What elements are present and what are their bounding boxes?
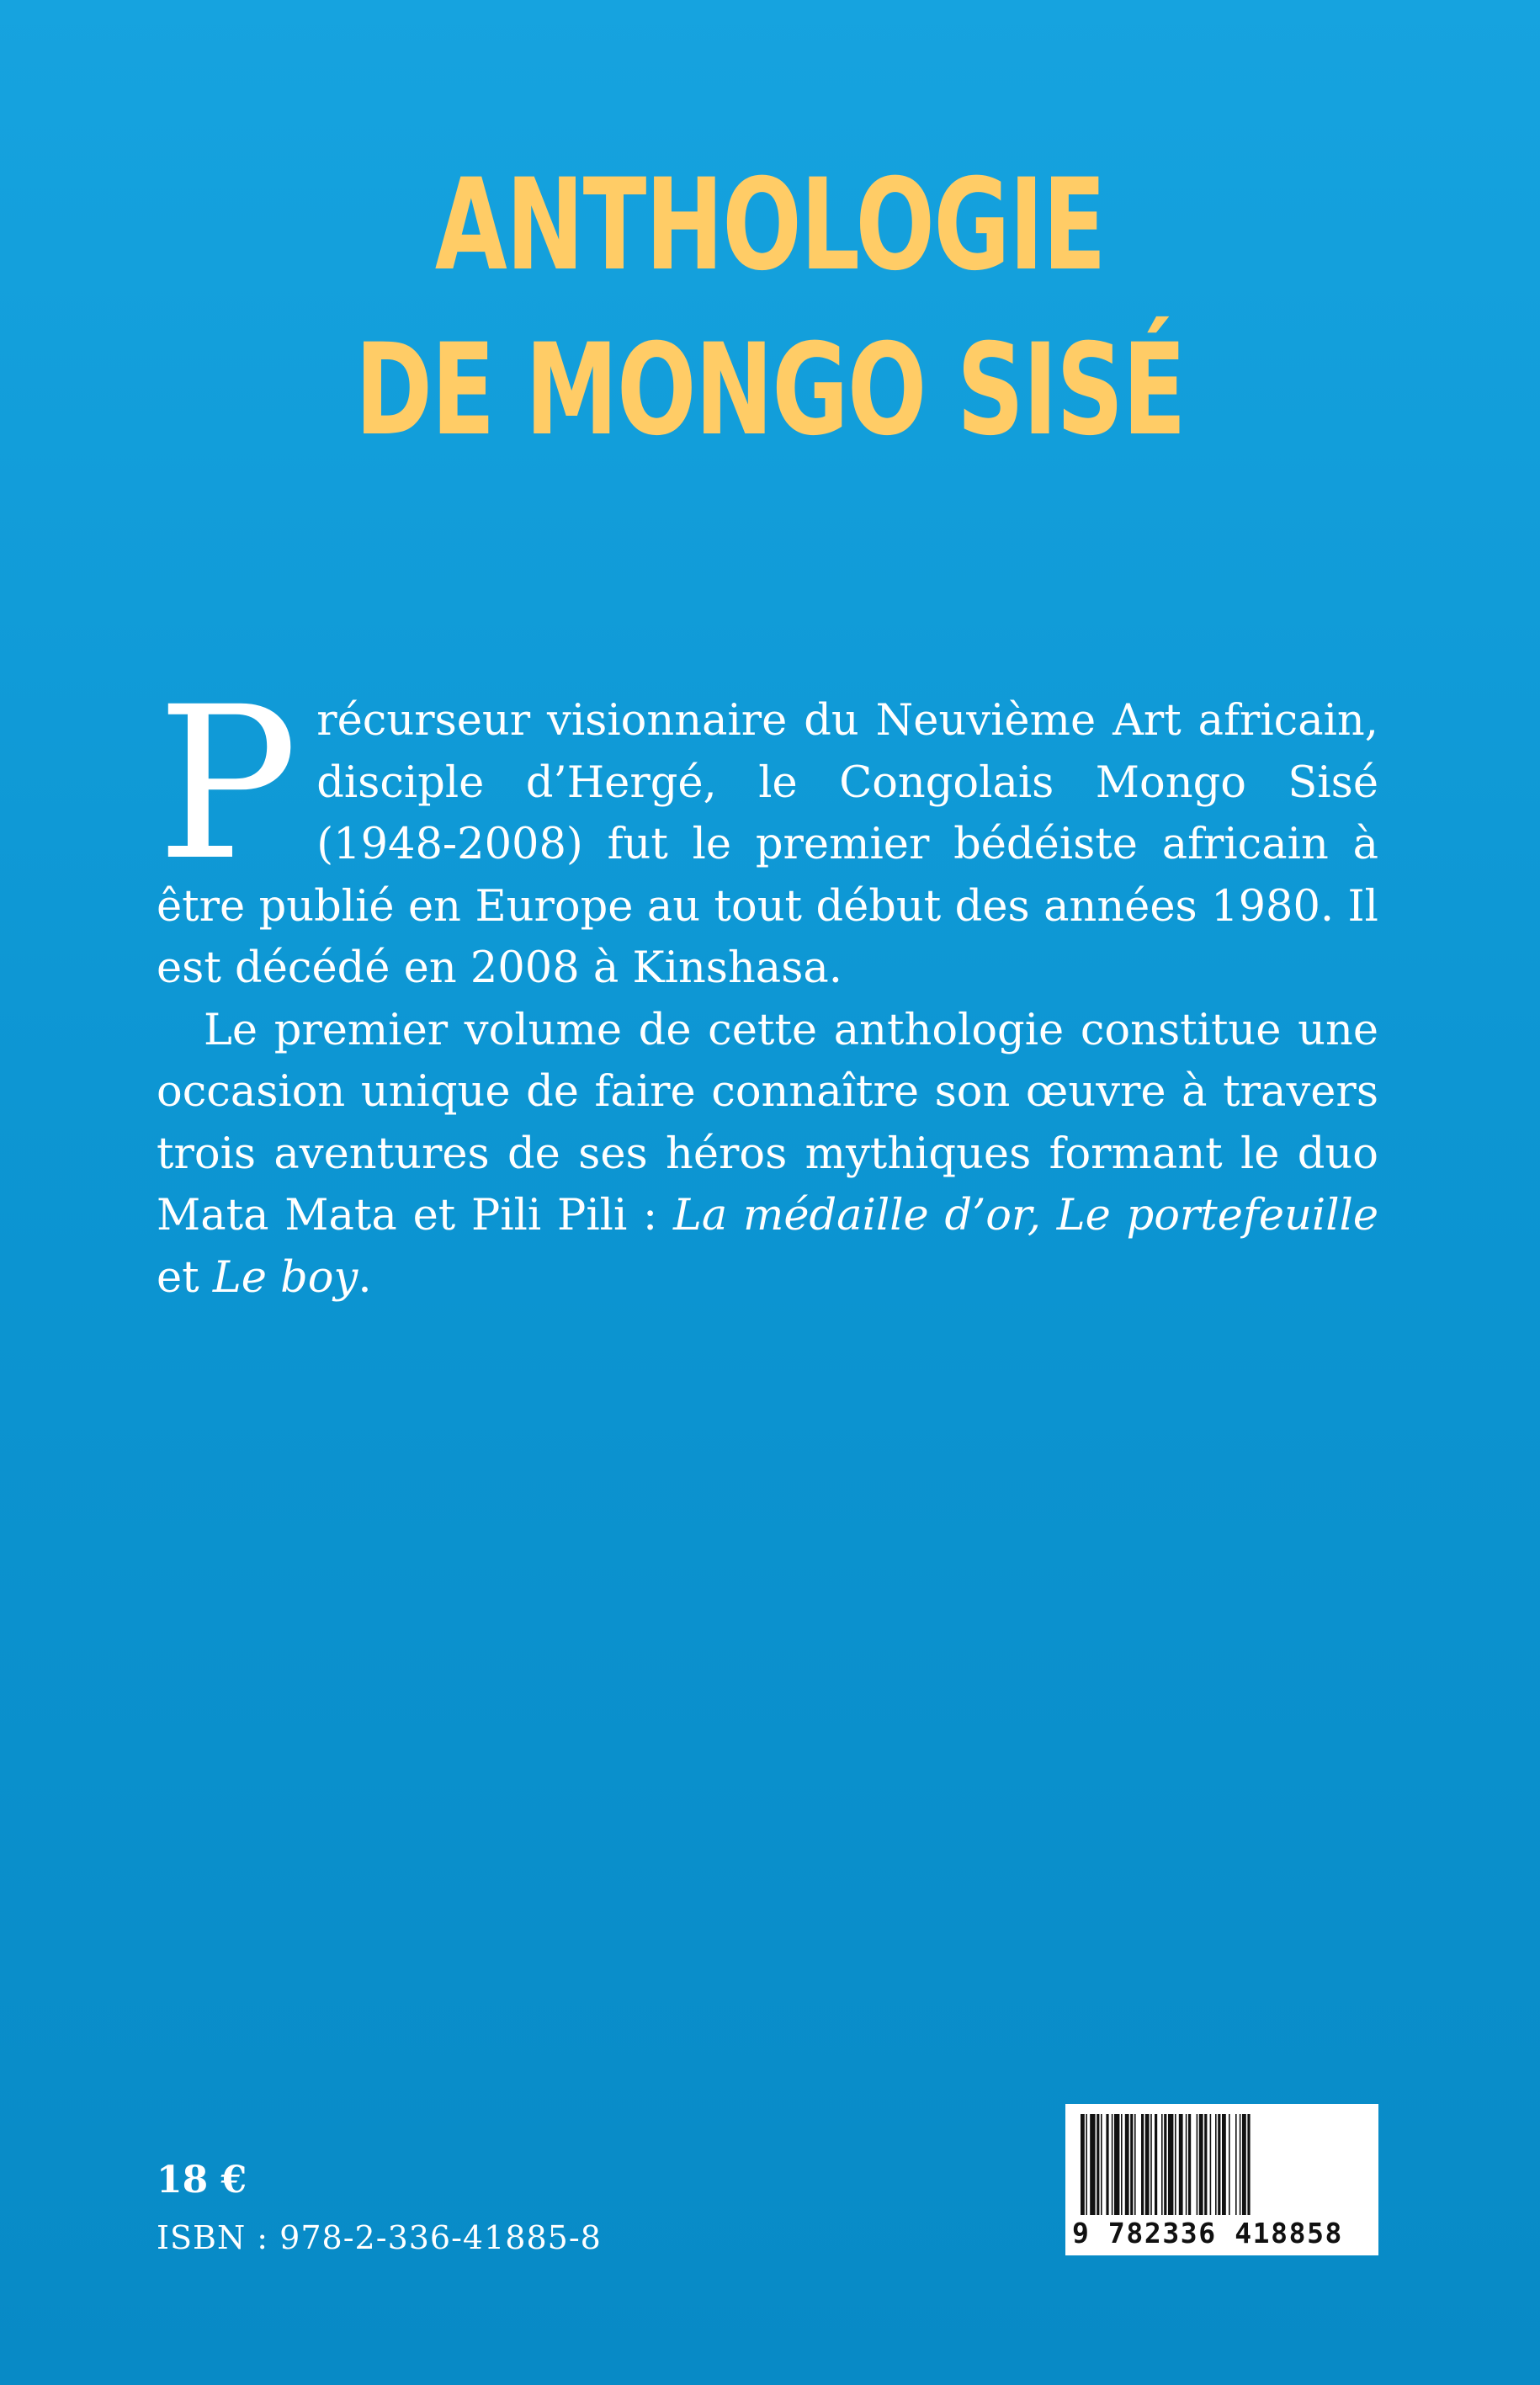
price: 18 € <box>157 2159 247 2202</box>
barcode-bar <box>1242 2114 1246 2215</box>
barcode-bar <box>1247 2114 1250 2215</box>
blurb-paragraph-2-text: Le premier volume de cette anthologie constitue une occasion unique de faire connaître son œuvre à travers trois aventures de ses héros mythiques formant le duo Mata Mata et Pili Pili : <box>157 1005 1378 1240</box>
barcode-digits: 9 782336 418858 <box>1072 2217 1344 2250</box>
blurb-paragraph-1-text: récurseur visionnaire du Neuvième Art africain, disciple d’Hergé, le Congolais Mongo Sisé (1948-2008) fut le premier bédéiste africain à être publié en Europe au tout début des années 1980. Il est décédé en 2008 à Kinshasa. <box>157 696 1378 993</box>
barcode-bar <box>1112 2114 1113 2215</box>
barcode-bar <box>1134 2114 1136 2215</box>
story-title-1: La médaille d’or, <box>672 1191 1057 1240</box>
barcode-bar <box>1145 2114 1150 2215</box>
barcode-bar <box>1090 2114 1095 2215</box>
blurb-paragraph-1 <box>157 661 1378 1000</box>
drop-cap: P <box>157 661 299 906</box>
barcode-bar <box>1086 2114 1087 2215</box>
barcode-bar <box>1204 2114 1207 2215</box>
barcode-bar <box>1179 2114 1183 2215</box>
barcode-bar <box>1229 2114 1230 2215</box>
barcode-bar <box>1186 2114 1187 2215</box>
blurb-paragraph-2 <box>157 1000 1378 1309</box>
barcode-bar <box>1218 2114 1220 2215</box>
barcode-bar <box>1168 2114 1173 2215</box>
book-title <box>200 143 1340 473</box>
barcode-bar <box>1106 2114 1108 2215</box>
barcode-bar <box>1210 2114 1212 2215</box>
isbn: ISBN : 978-2-336-41885-8 <box>157 2219 602 2256</box>
barcode-bar <box>1164 2114 1166 2215</box>
barcode-bar <box>1161 2114 1163 2215</box>
title-line-2: DE MONGO SISÉ <box>354 317 1186 464</box>
barcode-bar <box>1197 2114 1198 2215</box>
barcode-bar <box>1155 2114 1157 2215</box>
title-line-1: ANTHOLOGIE <box>434 152 1106 299</box>
barcode-bar <box>1130 2114 1133 2215</box>
story-title-2: Le portefeuille <box>1056 1191 1378 1240</box>
conjunction: et <box>157 1252 213 1303</box>
barcode-bar <box>1150 2114 1152 2215</box>
barcode-bar <box>1097 2114 1099 2215</box>
barcode-bar <box>1081 2114 1085 2215</box>
barcode-bar <box>1222 2114 1226 2215</box>
barcode-bars <box>1081 2114 1363 2215</box>
barcode <box>1065 2104 1378 2255</box>
story-title-3: Le boy <box>212 1252 358 1303</box>
barcode-bar <box>1235 2114 1237 2215</box>
barcode-bar <box>1125 2114 1129 2215</box>
barcode-bar <box>1101 2114 1102 2215</box>
barcode-bar <box>1199 2114 1203 2215</box>
barcode-bar <box>1240 2114 1241 2215</box>
barcode-bar <box>1141 2114 1144 2215</box>
period: . <box>358 1252 372 1303</box>
barcode-bar <box>1215 2114 1217 2215</box>
barcode-bar <box>1121 2114 1123 2215</box>
barcode-bar <box>1114 2114 1119 2215</box>
barcode-bar <box>1188 2114 1191 2215</box>
barcode-bar <box>1175 2114 1176 2215</box>
blurb <box>157 661 1378 1309</box>
